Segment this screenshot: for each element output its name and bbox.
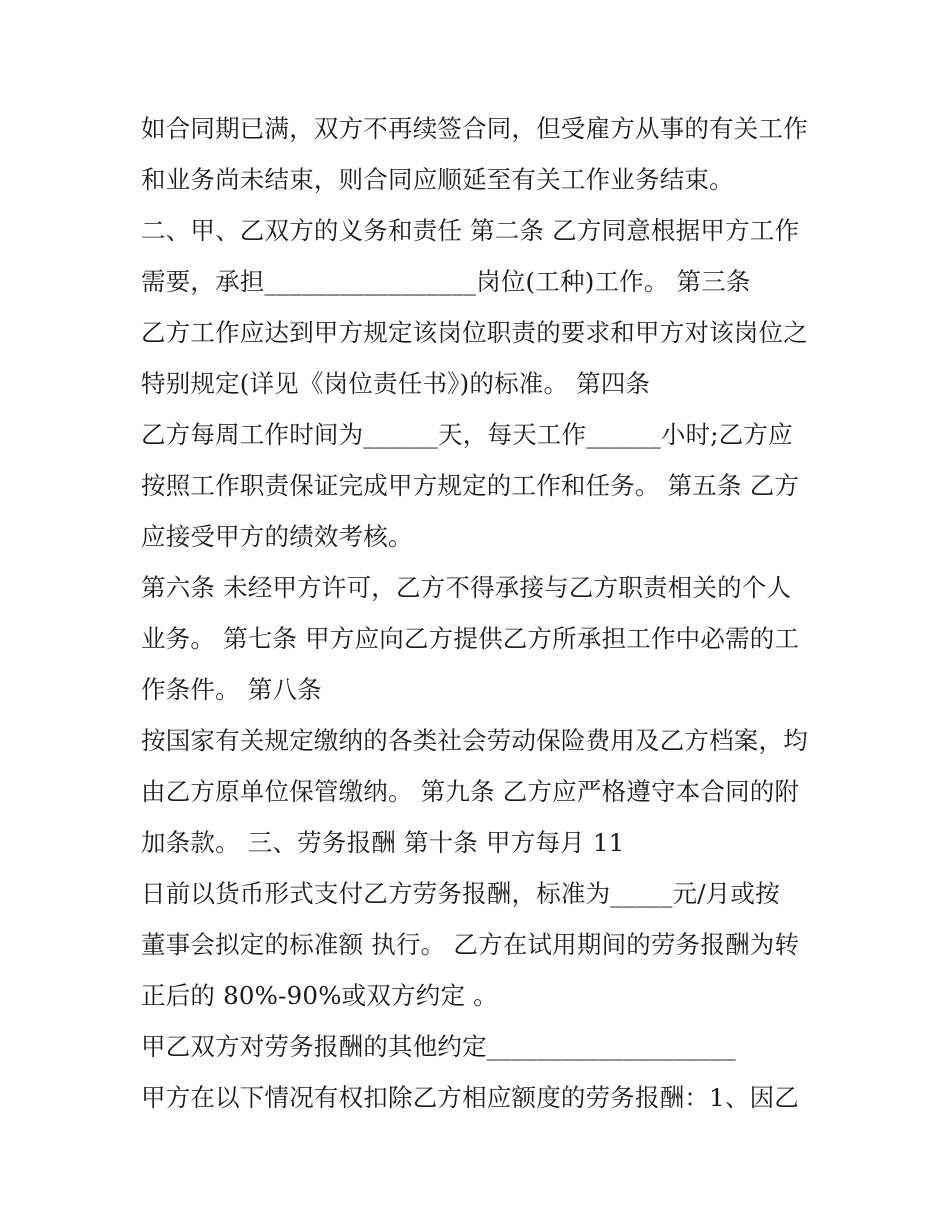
text-line: 作条件。 第八条	[141, 675, 322, 704]
text-line: 按国家有关规定缴纳的各类社会劳动保险费用及乙方档案，均	[141, 726, 808, 755]
text-line: 二、甲、乙双方的义务和责任 第二条 乙方同意根据甲方工作	[141, 216, 800, 245]
text-line: 如合同期已满，双方不再续签合同，但受雇方从事的有关工作	[141, 114, 808, 143]
text-line: 董事会拟定的标准额 执行。 乙方在试用期间的劳务报酬为转	[141, 930, 800, 959]
text-line: 日前以货币形式支付乙方劳务报酬，标准为_____元/月或按	[141, 879, 780, 908]
text-line: 乙方工作应达到甲方规定该岗位职责的要求和甲方对该岗位之	[141, 318, 808, 347]
text-line: 由乙方原单位保管缴纳。 第九条 乙方应严格遵守本合同的附	[141, 777, 800, 806]
text-line: 第六条 未经甲方许可，乙方不得承接与乙方职责相关的个人	[141, 573, 792, 602]
text-line: 业务。 第七条 甲方应向乙方提供乙方所承担工作中必需的工	[141, 624, 800, 653]
text-line: 加条款。 三、劳务报酬 第十条 甲方每月 11	[141, 828, 625, 857]
text-line: 乙方每周工作时间为______天，每天工作______小时;乙方应	[141, 420, 793, 449]
text-line: 甲乙双方对劳务报酬的其他约定____________________	[141, 1032, 736, 1061]
text-line: 需要，承担_________________岗位(工种)工作。 第三条	[141, 267, 751, 296]
text-line: 和业务尚未结束，则合同应顺延至有关工作业务结束。	[141, 165, 734, 194]
text-line: 正后的 80%-90%或双方约定 。	[141, 981, 498, 1010]
text-line: 甲方在以下情况有权扣除乙方相应额度的劳务报酬：1、因乙	[141, 1083, 799, 1112]
contract-body-text	[141, 108, 841, 1128]
text-line: 特别规定(详见《岗位责任书》)的标准。 第四条	[141, 369, 651, 398]
text-line: 按照工作职责保证完成甲方规定的工作和任务。 第五条 乙方	[141, 471, 800, 500]
text-line: 应接受甲方的绩效考核。	[141, 522, 413, 551]
